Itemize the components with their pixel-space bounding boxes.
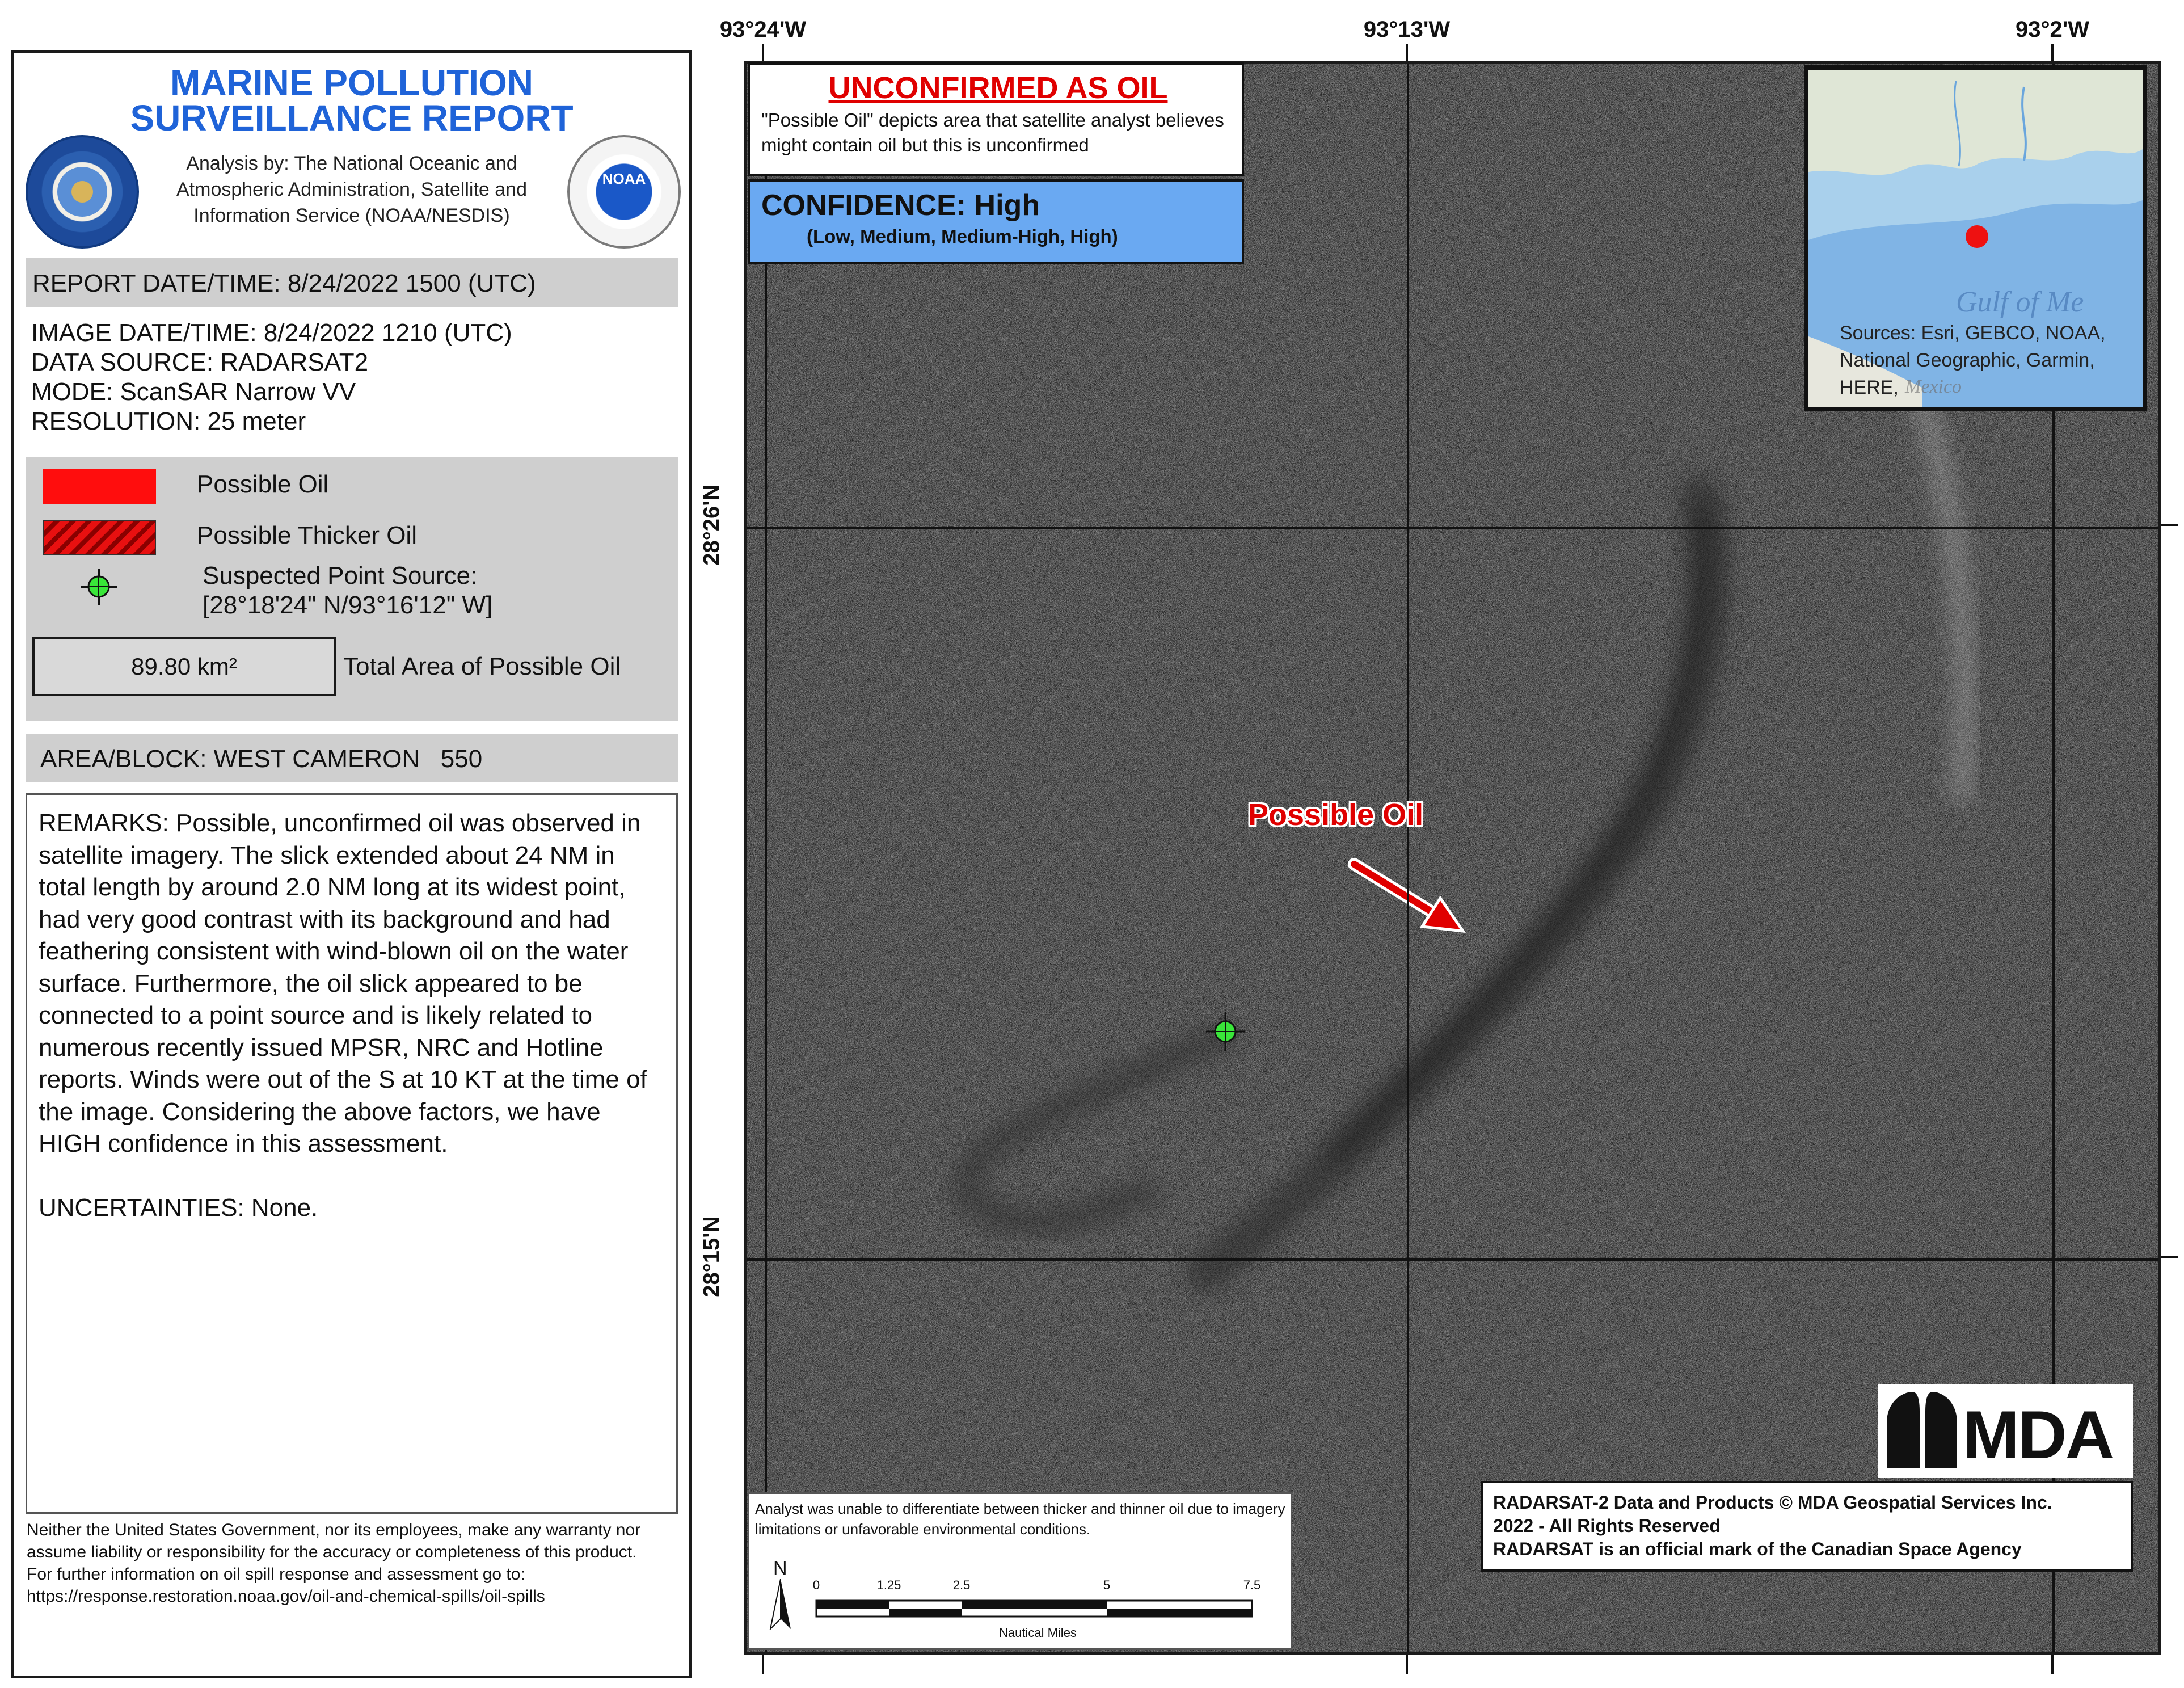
report-datetime: REPORT DATE/TIME: 8/24/2022 1500 (UTC) [32,270,536,297]
grid-tick [762,1653,764,1674]
point-source-label: Suspected Point Source: [203,562,478,590]
noaa-seal-text: NOAA [602,170,646,187]
grid-line [765,64,767,1655]
unconfirmed-box [748,62,1244,176]
possible-oil-swatch [43,469,156,504]
image-info [31,318,512,436]
thicker-oil-swatch [43,520,156,555]
report-datetime-bar [26,258,678,307]
agency-credit: Analysis by: The National Oceanic and Atmospheric Administration, Satellite and Information Service (NOAA/NESDIS) [176,153,527,226]
grid-tick [1406,1653,1408,1674]
location-marker [1966,225,1988,248]
scale-tick-label: 0 [812,1578,820,1592]
scale-tick-label: 1.25 [876,1578,901,1592]
locator-inset-map[interactable] [1804,65,2147,411]
confidence-box [748,179,1244,264]
thicker-oil-label: Possible Thicker Oil [197,521,417,549]
copyright-box: RADARSAT-2 Data and Products © MDA Geospatial Services Inc. 2022 - All Rights Reserved RADARSAT is an official mark of the Canadian Space Agency [1481,1481,2133,1572]
mda-logo [1878,1384,2133,1478]
report-panel [11,50,692,1678]
mode: MODE: ScanSAR Narrow VV [31,378,356,406]
possible-oil-label: Possible Oil [197,470,329,498]
total-area-value: 89.80 km² [32,637,336,696]
confidence-title: CONFIDENCE: High [761,189,1040,222]
grid-line [747,1258,2161,1261]
lon-label-west: 93°24'W [719,17,807,42]
scale-units: Nautical Miles [999,1626,1077,1640]
mda-logo-icon [1881,1389,1960,1474]
unconfirmed-title: UNCONFIRMED AS OIL [828,71,1168,105]
lon-label-east: 93°2'W [2016,17,2089,42]
north-arrow-icon [769,1579,792,1630]
legend [26,457,678,721]
inset-label-gulf: Gulf of Me [1956,286,2084,318]
area-block-bar [26,734,678,782]
scale-bar [812,1596,1260,1619]
disclaimer: Neither the United States Government, nor its employees, make any warranty nor assume liability or responsibility for the accuracy or completeness of this product. For further information on oil spill response and assessment go to: https://response.restoration.noaa.gov/oil-and-chemical-spills/oil-spills [27,1521,641,1606]
report-title [14,62,689,138]
confidence-scale: (Low, Medium, Medium-High, High) [807,226,1118,247]
grid-tick [2051,1653,2054,1674]
possible-oil-annotation: Possible Oil [1248,798,1424,832]
remarks-box [26,793,678,1514]
area-block: AREA/BLOCK: WEST CAMERON 550 [40,745,483,773]
remarks-text: REMARKS: Possible, unconfirmed oil was observed in satellite imagery. The slick extended about 24 NM in total length by around 2.0 NM long at its widest point, had very good contrast with its background and had feathering consistent with wind-blown oil on the water surface. Furthermore, the oil slick appeared to be connected to a point source and is likely related to numerous recently issued MPSR, NRC and Hotline reports. Winds were out of the S at 10 KT at the time of the image. Considering the above factors, we have HIGH confidence in this assessment. UNCERTAINTIES: None. [39,809,647,1222]
noaa-seal-icon [567,135,681,249]
scale-tick-label: 7.5 [1243,1578,1261,1592]
point-source-coords: [28°18'24" N/93°16'12" W] [203,591,493,619]
grid-tick [762,44,764,62]
inset-label-mexico: Mexico [1905,376,1962,397]
point-source-icon [81,569,117,605]
unconfirmed-note: "Possible Oil" depicts area that satellite analyst believes might contain oil but this is unconfirmed [761,110,1224,155]
commerce-seal-icon [26,135,139,249]
grid-tick [2160,1256,2178,1258]
lat-label-north: 28°26'N [699,484,724,566]
total-area-label: Total Area of Possible Oil [343,653,621,680]
grid-tick [2160,524,2178,526]
commerce-seal-eagle-icon [57,167,107,217]
image-datetime: IMAGE DATE/TIME: 8/24/2022 1210 (UTC) [31,319,512,347]
grid-tick [2051,44,2054,62]
north-label: N [773,1557,787,1579]
mda-logo-text: MDA [1963,1397,2113,1473]
grid-line [747,527,2161,529]
analyst-note: Analyst was unable to differentiate between thicker and thinner oil due to imagery limitations or unfavorable environmental conditions. [755,1500,1285,1538]
lon-label-center: 93°13'W [1363,17,1451,42]
title-line-1: MARINE POLLUTION [170,62,533,103]
scale-tick-label: 5 [1103,1578,1111,1592]
title-line-2: SURVEILLANCE REPORT [130,98,574,138]
scale-tick-label: 2.5 [952,1578,971,1592]
inset-sources: Sources: Esri, GEBCO, NOAA, National Geographic, Garmin, HERE, [1840,322,2106,398]
resolution: RESOLUTION: 25 meter [31,407,306,435]
scale-bar-box [748,1492,1292,1650]
grid-line [1407,64,1409,1655]
grid-tick [1406,44,1408,62]
data-source: DATA SOURCE: RADARSAT2 [31,348,369,376]
lat-label-south: 28°15'N [699,1216,724,1298]
